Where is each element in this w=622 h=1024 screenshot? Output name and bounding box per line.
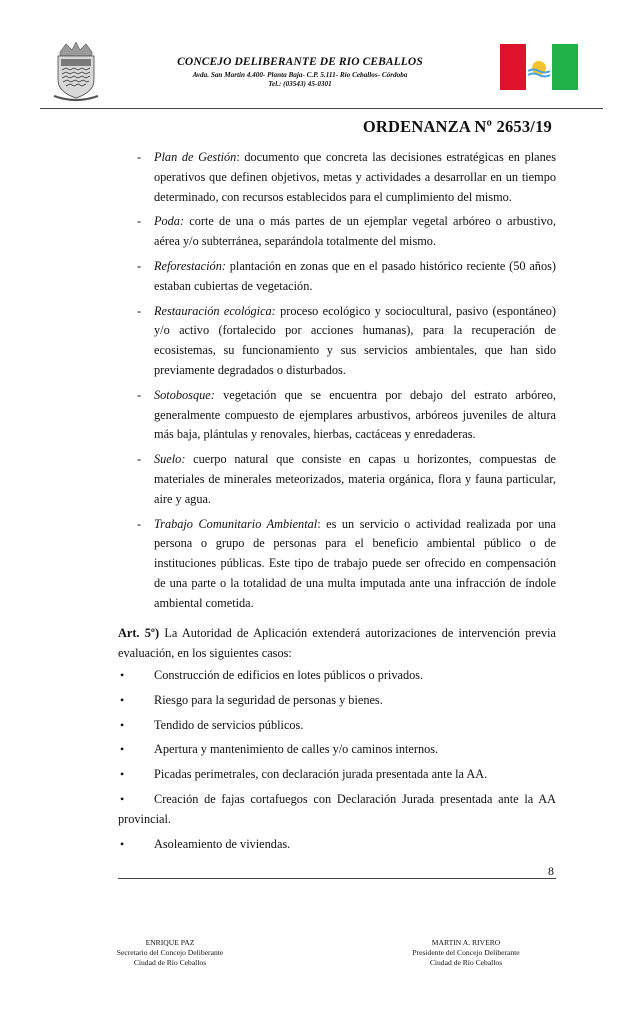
definition-term: Reforestación: [154, 258, 226, 273]
signature-secretary [80, 938, 260, 969]
list-item: • Riesgo para la seguridad de personas y bienes. [118, 691, 556, 711]
council-phone: Tel.: (03543) 45-0301 [268, 80, 332, 88]
council-title: CONCEJO DELIBERANTE DE RIO CEBALLOS [177, 56, 423, 68]
definition-text: proceso ecológico y sociocultural, pasivo (espontáneo) y/o activo (fortalecido por acciones humanas), para la recuperación de ecosistemas, su funcionamiento y sus servicios ambientales, que han sido previamente degradados o disturbados. [154, 303, 556, 377]
definition-item: - Trabajo Comunitario Ambiental: es un servicio o actividad realizada por una persona o grupo de personas para el beneficio ambiental público o de instituciones públicas. Este tipo de trabajo puede ser ofrecido en compensación de una parte o la totalidad de una multa imputada ante una infracción de índole ambiental cometida. [137, 516, 556, 610]
council-address: Avda. San Martin 4.400- Planta Baja- C.P. 5.111- Río Ceballos- Córdoba [192, 71, 408, 79]
definition-term: Restauración ecológica: [154, 303, 276, 318]
definition-term: Suelo: [154, 452, 186, 467]
definition-item: - Suelo: cuerpo natural que consiste en capas u horizontes, compuestas de materiales de minerales meteorizados, materia orgánica, flora y fauna particular, aire y agua. [137, 452, 556, 506]
definition-text: corte de una o más partes de un ejemplar vegetal arbóreo o arbustivo, aérea y/o subterránea, separándola totalmente del mismo. [154, 214, 556, 249]
definition-text: plantación en zonas que en el pasado histórico reciente (50 años) estaban cubiertas de vegetación. [154, 258, 556, 293]
signature-name: MARTIN A. RIVERO [431, 938, 501, 947]
definition-term: Poda: [154, 214, 185, 229]
definition-item: - Restauración ecológica: proceso ecológico y sociocultural, pasivo (espontáneo) y/o activo (fortalecido por acciones humanas), para la recuperación de ecosistemas, su funcionamiento y sus servicios ambientales, que han sido previamente degradados o disturbados. [137, 303, 556, 377]
bullet-icon: • [120, 742, 125, 757]
ordinance-number: ORDENANZA Nº 2653/19 [362, 117, 552, 136]
signature-name: ENRIQUE PAZ [145, 938, 195, 947]
cases-list [118, 666, 556, 859]
definition-text: cuerpo natural que consiste en capas u horizontes, compuestas de materiales de minerales meteorizados, materia orgánica, flora y fauna particular, aire y agua. [154, 452, 556, 506]
list-item: • Construcción de edificios en lotes públicos o privados. [118, 666, 556, 686]
municipal-crest-logo [52, 38, 100, 104]
definition-item: - Reforestación: plantación en zonas que en el pasado histórico reciente (50 años) estaban cubiertas de vegetación. [137, 258, 556, 293]
bullet-icon: • [120, 836, 125, 851]
list-item: • Asoleamiento de viviendas. [118, 835, 556, 855]
bullet-icon: • [120, 767, 125, 782]
definition-item: - Poda: corte de una o más partes de un ejemplar vegetal arbóreo o arbustivo, aérea y/o subterránea, separándola totalmente del mismo. [137, 214, 556, 249]
article-5 [118, 624, 556, 664]
bullet-icon: • [120, 668, 125, 682]
city-flag-icon [500, 44, 578, 90]
list-item: • Apertura y mantenimiento de calles y/o caminos internos. [118, 740, 556, 760]
bullet-icon: • [120, 717, 125, 732]
definition-text: : documento que concreta las decisiones estratégicas en planes operativos que definen objetivos, metas y actividades a desarrollar en un tiempo determinado, con recursos establecidos para el cumplimiento del mismo. [154, 150, 556, 204]
definition-text: : es un servicio o actividad realizada por una persona o grupo de personas para el beneficio ambiental público o de instituciones públicas. Este tipo de trabajo puede ser ofrecido en compensación de una parte o la totalidad de una multa imputada ante una infracción de índole ambiental cometida. [154, 516, 556, 610]
page-number: 8 [548, 864, 554, 878]
bullet-icon: • [120, 692, 125, 707]
signature-president [376, 938, 556, 969]
header-divider [40, 108, 603, 109]
article-label: Art. 5º) [118, 626, 160, 640]
signature-role: Presidente del Concejo Deliberante [412, 948, 520, 958]
definition-item: - Sotobosque: vegetación que se encuentra por debajo del estrato arbóreo, generalmente compuesto de ejemplares arbustivos, arbóreos juveniles de altura más baja, plántulas y renovales, hierbas, cactáceas y enredaderas. [137, 387, 556, 442]
article-text: La Autoridad de Aplicación extenderá autorizaciones de intervención previa evaluación, en los siguientes casos: [118, 626, 556, 660]
definition-item: - Plan de Gestión: documento que concreta las decisiones estratégicas en planes operativos que definen objetivos, metas y actividades a desarrollar en un tiempo determinado, con recursos establecidos para el cumplimiento del mismo. [137, 150, 556, 204]
bullet-icon: • [120, 791, 125, 806]
definition-term: Plan de Gestión [154, 150, 237, 164]
list-item: • Picadas perimetrales, con declaración jurada presentada ante la AA. [118, 765, 556, 785]
definition-text: vegetación que se encuentra por debajo del estrato arbóreo, generalmente compuesto de ejemplares arbustivos, arbóreos juveniles de altura más baja, plántulas y renovales, hierbas, cactáceas y enredaderas. [154, 387, 556, 442]
definition-term: Trabajo Comunitario Ambiental [154, 516, 318, 531]
list-item: • Creación de fajas cortafuegos con Declaración Jurada presentada ante la AA provincial. [118, 791, 556, 826]
definition-term: Sotobosque: [154, 387, 215, 402]
signature-place: Ciudad de Río Ceballos [429, 958, 503, 968]
footer-divider [118, 878, 556, 879]
signature-place: Ciudad de Río Ceballos [133, 958, 207, 968]
signature-role: Secretario del Concejo Deliberante [116, 948, 224, 958]
list-item: • Tendido de servicios públicos. [118, 716, 556, 736]
definitions-list [120, 148, 556, 619]
